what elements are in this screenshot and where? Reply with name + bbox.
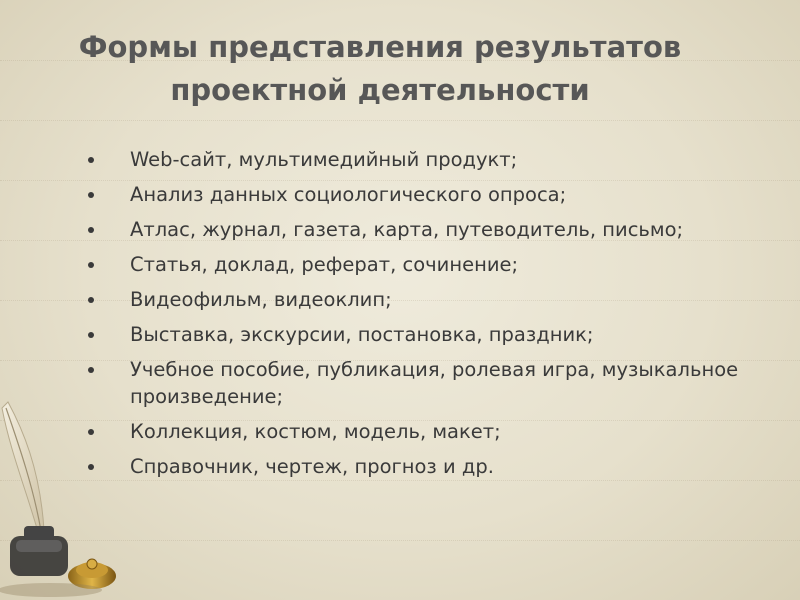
title-line-1: Формы представления результатов [78, 30, 682, 64]
list-item [88, 251, 778, 278]
list-item [88, 216, 778, 243]
list-item-text: Атлас, журнал, газета, карта, путеводитель, письмо; [130, 218, 684, 241]
bullet-icon [88, 157, 94, 163]
list-item [88, 181, 778, 208]
list-item-text: Справочник, чертеж, прогноз и др. [130, 455, 494, 478]
bullet-icon [88, 227, 94, 233]
list-item-text: Видеофильм, видеоклип; [130, 288, 392, 311]
slide-title [60, 26, 700, 112]
bullet-icon [88, 297, 94, 303]
list-item-text: Выставка, экскурсии, постановка, праздник; [130, 323, 594, 346]
list-item-text: Web-сайт, мультимедийный продукт; [130, 148, 518, 171]
list-item [88, 453, 778, 480]
title-line-2: проектной деятельности [170, 73, 590, 107]
list-item [88, 286, 778, 313]
list-item-text: Анализ данных социологического опроса; [130, 183, 567, 206]
quill-inkwell-icon [0, 398, 120, 600]
list-item-text: Учебное пособие, публикация, ролевая игра, музыкальное произведение; [130, 358, 739, 408]
bullet-icon [88, 332, 94, 338]
bullet-icon [88, 367, 94, 373]
bullet-icon [88, 262, 94, 268]
list-item-text: Коллекция, костюм, модель, макет; [130, 420, 501, 443]
list-item [88, 321, 778, 348]
list-item [88, 418, 778, 445]
list-item-text: Статья, доклад, реферат, сочинение; [130, 253, 519, 276]
results-forms-list [88, 146, 778, 488]
list-item [88, 146, 778, 173]
list-item [88, 356, 778, 410]
bullet-icon [88, 192, 94, 198]
